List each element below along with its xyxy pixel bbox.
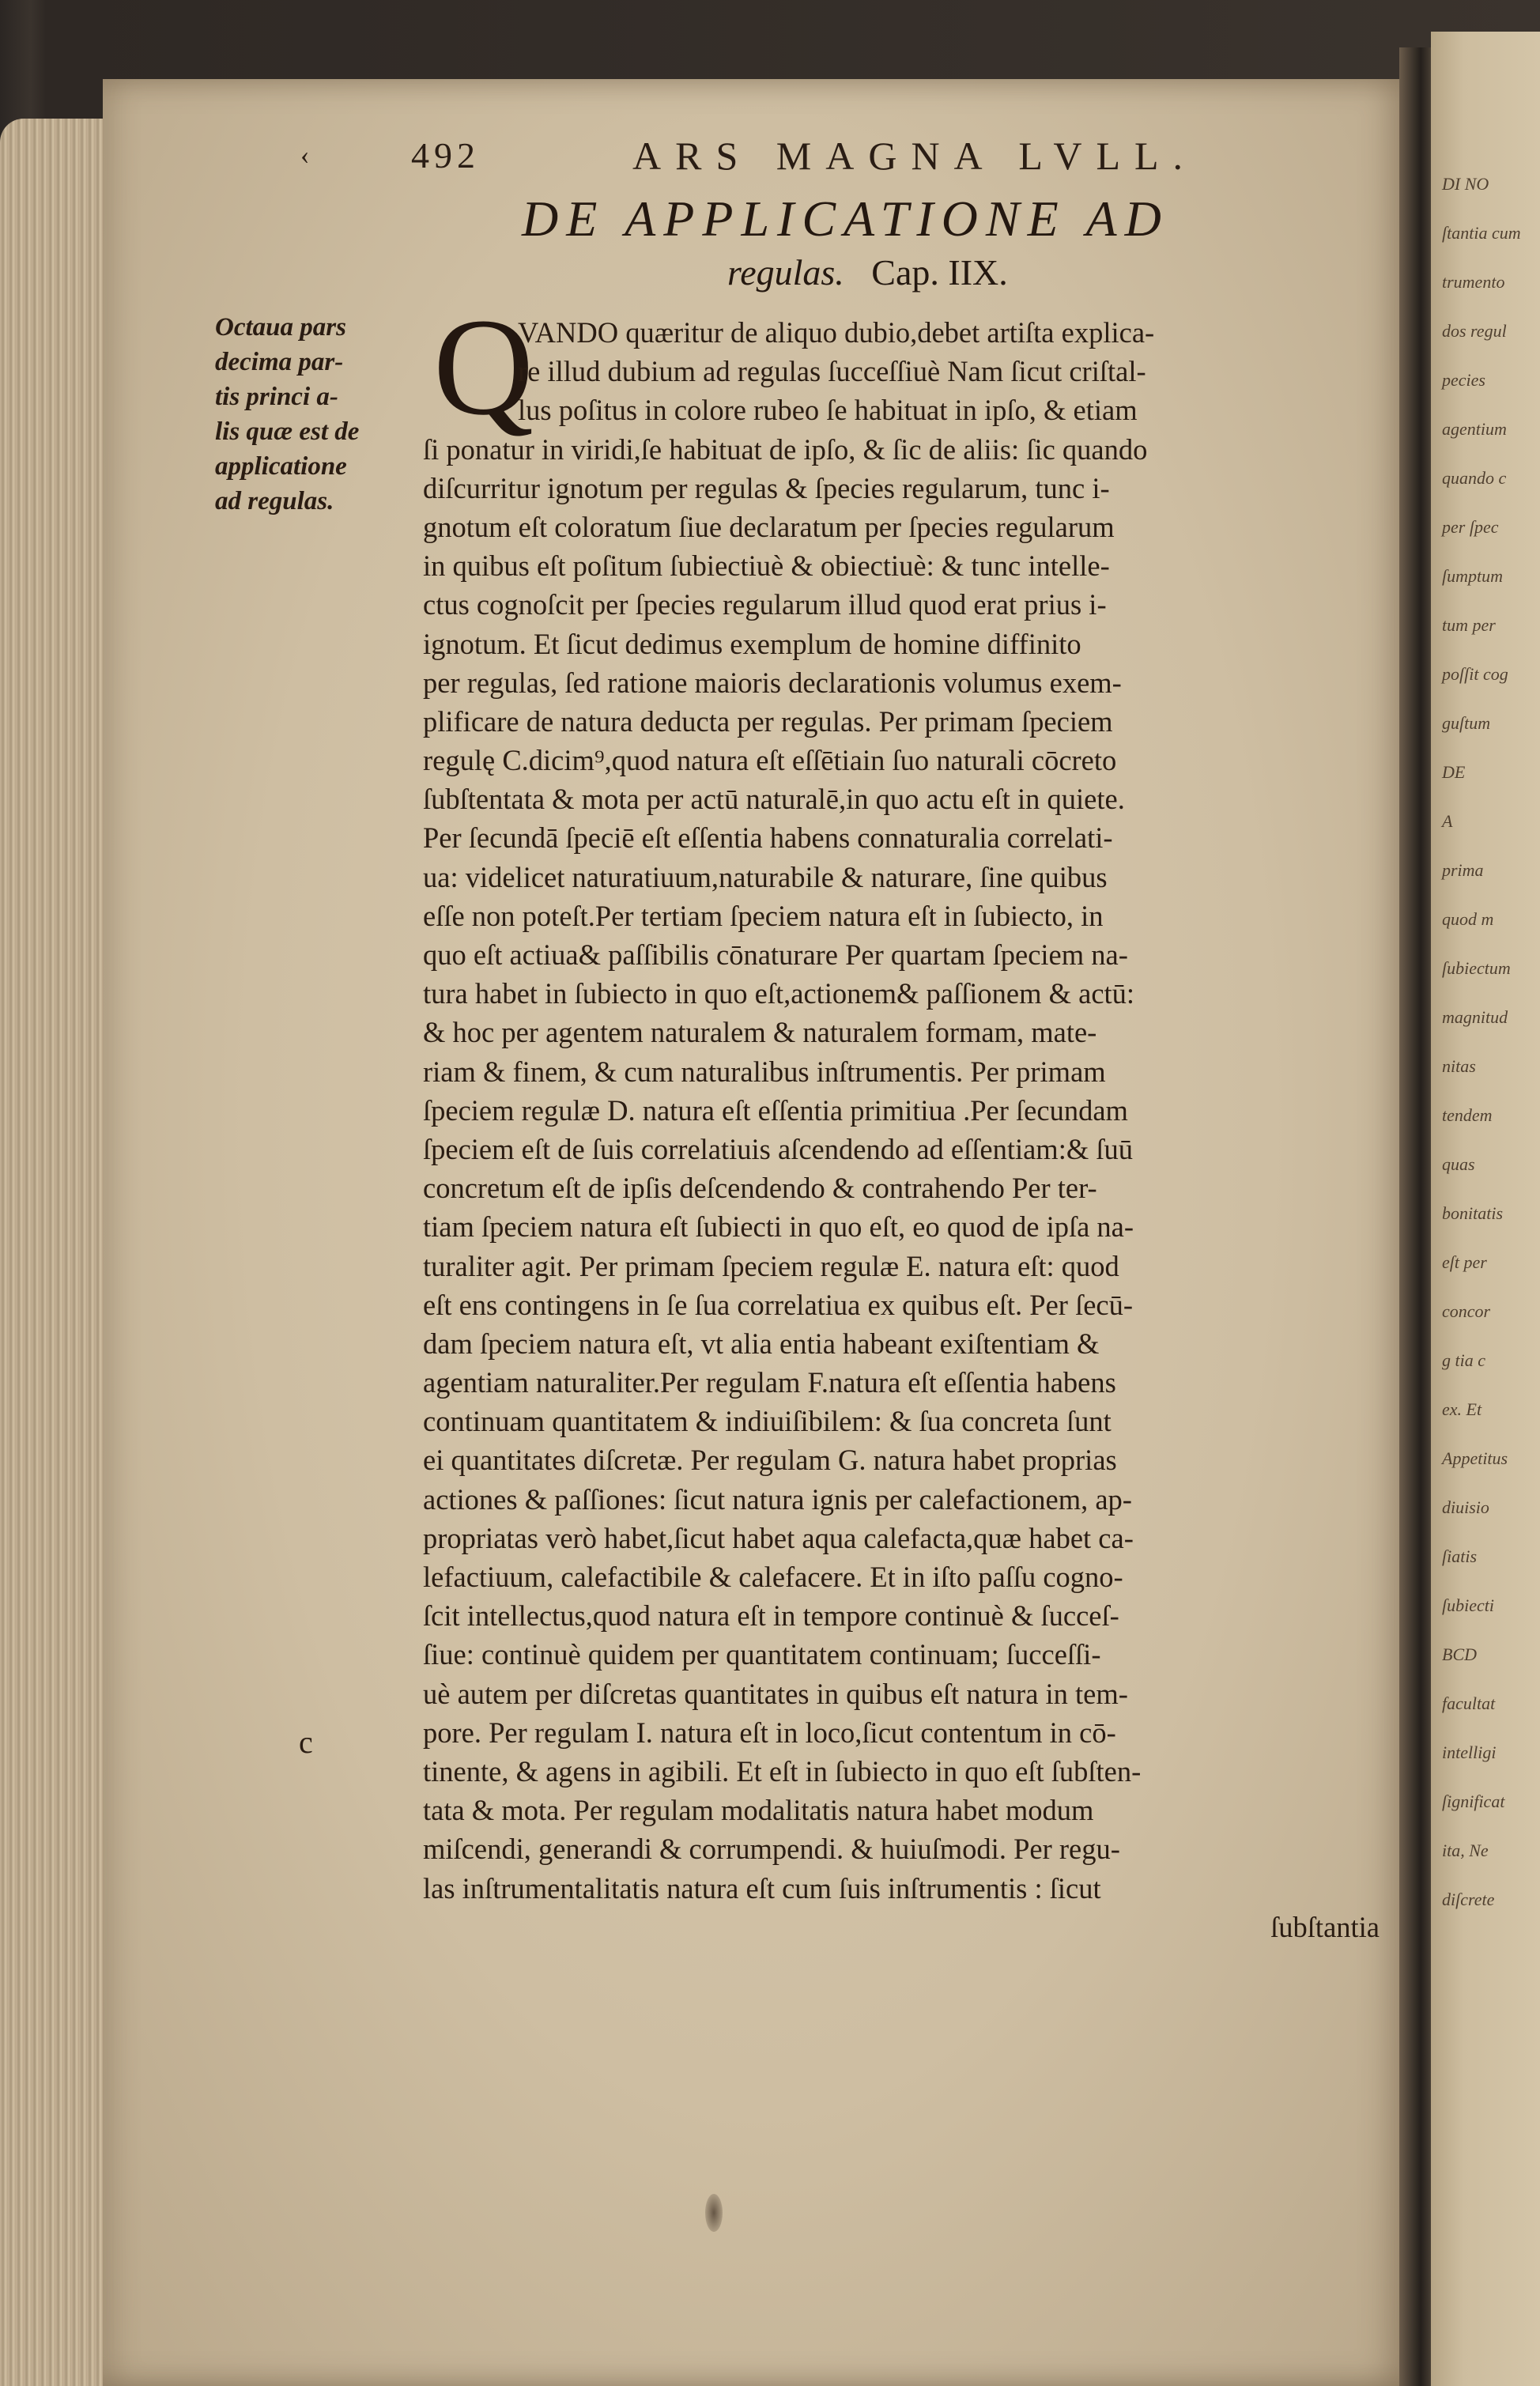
facing-page-fragment: diſcrete [1442,1890,1495,1909]
facing-page-fragment: ita, Ne [1442,1840,1489,1860]
facing-page-fragment: diuisio [1442,1497,1489,1517]
text-line: propriatas verò habet,ſicut habet aqua calefacta,quæ habet ca- [423,1521,1134,1554]
text-line: ſubſtentata & mota per actū naturalē,in quo actu eſt in quiete. [423,783,1125,816]
drop-cap: Q [433,290,534,444]
text-line: agentiam naturaliter.Per regulam F.natura eſt eſſentia habens [423,1366,1116,1399]
text-line: dam ſpeciem natura eſt, vt alia entia habeant exiſtentiam & [423,1327,1100,1360]
facing-page-fragment: ſignificat [1442,1791,1505,1811]
text-line: in quibus eſt poſitum ſubiectiuè & obiectiuè: & tunc intelle- [423,549,1110,583]
marginal-mark: c [299,1724,313,1760]
running-title: ARS MAGNA LVLL. [632,134,1198,178]
text-line: ſiue: continuè quidem per quantitatem continuam; ſucceſſi- [423,1638,1101,1671]
facing-page-fragment: quod m [1442,909,1494,929]
text-line: Per ſecundā ſpeciē eſt eſſentia habens connaturalia correlati- [423,821,1113,855]
text-line: ei quantitates diſcretæ. Per regulam G. natura habet proprias [423,1444,1117,1477]
facing-page-fragment: pecies [1442,370,1485,390]
facing-page-fragment: trumento [1442,272,1505,292]
text-line: turaliter agit. Per primam ſpeciem regulæ E. natura eſt: quod [423,1249,1119,1282]
text-line: tura habet in ſubiecto in quo eſt,actionem& paſſionem & actū: [423,977,1135,1010]
text-line: lus poſitus in colore rubeo ſe habituat in ipſo, & etiam [518,394,1138,427]
facing-page-fragment: facultat [1442,1693,1496,1713]
facing-page-fragment: BCD [1442,1644,1477,1664]
text-line: quo eſt actiua& paſſibilis cōnaturare Per quartam ſpeciem na- [423,938,1128,971]
text-line: tiam ſpeciem natura eſt ſubiecti in quo eſt, eo quod de ipſa na- [423,1210,1134,1244]
chapter-subtitle [727,251,1202,297]
text-line: ſcit intellectus,quod natura eſt in tempore continuè & ſucceſ- [423,1599,1119,1633]
facing-page-fragment: Appetitus [1442,1448,1508,1468]
facing-page-fragment: concor [1442,1301,1491,1321]
text-line: actiones & paſſiones: ſicut natura ignis per calefactionem, ap- [423,1482,1132,1516]
text-line: ua: videlicet naturatiuum,naturabile & naturare, ſine quibus [423,860,1108,893]
text-line: eſſe non poteſt.Per tertiam ſpeciem natura eſt in ſubiecto, in [423,899,1104,932]
facing-page-fragment: bonitatis [1442,1203,1504,1223]
facing-page-fragment: ſtantia cum [1442,223,1521,243]
text-line: pore. Per regulam I. natura eſt in loco,ſicut contentum in cō- [423,1716,1116,1749]
text-line: ctus cognoſcit per ſpecies regularum illud quod erat prius i- [423,588,1107,621]
text-line: re illud dubium ad regulas ſucceſſiuè Nam ſicut criſtal- [518,355,1146,388]
marginal-note-line: lis quæ est de [215,417,360,446]
facing-page-fragment: guſtum [1442,713,1491,733]
facing-page-fragment: nitas [1442,1056,1476,1076]
text-line: lefactiuum, calefactibile & calefacere. Et in iſto paſſu cogno- [423,1561,1123,1593]
facing-page-fragment: eſt per [1442,1252,1487,1272]
text-line: concretum eſt de ipſis deſcendendo & contrahendo Per ter- [423,1172,1097,1205]
facing-page-fragment: per ſpec [1442,517,1499,537]
text-line: VANDO quæritur de aliquo dubio,debet artiſta explica- [518,316,1155,349]
text-line: & hoc per agentem naturalem & naturalem formam, mate- [423,1016,1097,1049]
text-line: eſt ens contingens in ſe ſua correlatiua ex quibus eſt. Per ſecū- [423,1288,1134,1321]
facing-page-fragment: intelligi [1442,1742,1497,1762]
folio-mark: ‹ [300,141,315,170]
facing-page-fragment: A [1442,811,1453,831]
text-line: las inſtrumentalitatis natura eſt cum ſuis inſtrumentis : ſicut [423,1871,1101,1905]
marginal-note-line: decima par- [215,348,344,376]
running-head [269,133,1336,180]
marginal-note [215,310,413,519]
text-line: uè autem per diſcretas quantitates in quibus eſt natura in tem- [423,1677,1128,1710]
text-line: gnotum eſt coloratum ſiue declaratum per ſpecies regularum [423,510,1115,543]
chapter-subtitle-italic: regulas. [727,252,844,293]
catchword: ſubſtantia [1270,1910,1380,1943]
page-number: 492 [411,135,480,176]
text-line: riam & finem, & cum naturalibus inſtrumentis. Per primam [423,1055,1106,1088]
facing-page-fragment: DE [1442,762,1466,782]
facing-page [1431,32,1540,2386]
marginal-note-line: Octaua pars [215,313,346,342]
facing-page-fragment: DI NO [1442,174,1489,194]
facing-page-fragment: prima [1442,860,1484,880]
facing-page-fragment: ſubiectum [1442,958,1511,978]
facing-page-fragment: quas [1442,1154,1475,1174]
facing-page-fragment: dos regul [1442,321,1507,341]
text-line: plificare de natura deducta per regulas. Per primam ſpeciem [423,704,1113,738]
body-text [423,313,1395,1946]
facing-page-fragment: agentium [1442,419,1507,439]
text-line: per regulas, ſed ratione maioris declarationis volumus exem- [423,666,1122,699]
text-line: ſpeciem regulæ D. natura eſt eſſentia primitiua .Per ſecundam [423,1093,1128,1127]
facing-page-fragment: magnitud [1442,1007,1508,1027]
facing-page-fragment: tum per [1442,615,1496,635]
facing-page-fragment: tendem [1442,1105,1493,1125]
marginal-note-line: tis princi a- [215,383,338,411]
facing-page-fragment: ſiatis [1442,1546,1478,1566]
text-line: continuam quantitatem & indiuiſibilem: & ſua concreta ſunt [423,1405,1112,1438]
text-line: ſi ponatur in viridi,ſe habituat de ipſo, & ſic de aliis: ſic quando [423,432,1148,466]
facing-page-fragment: ſumptum [1442,566,1503,586]
text-line: tata & mota. Per regulam modalitatis natura habet modum [423,1794,1094,1827]
text-line: ignotum. Et ſicut dedimus exemplum de homine diffinito [423,627,1081,660]
facing-page-fragment: poſſit cog [1442,664,1508,684]
facing-page-fragment: g tia c [1442,1350,1485,1370]
facing-page-fragment: quando c [1442,468,1507,488]
chapter-number: Cap. IIX. [871,252,1008,293]
chapter-title: DE APPLICATIONE AD [522,191,1169,247]
text-line: tinente, & agens in agibili. Et eſt in ſubiecto in quo eſt ſubſten- [423,1754,1142,1788]
ink-smudge [705,2194,723,2232]
text-line: diſcurritur ignotum per regulas & ſpecies regularum, tunc i- [423,471,1110,504]
text-line: ſpeciem eſt de ſuis correlatiuis aſcendendo ad eſſentiam:& ſuū [423,1132,1133,1165]
facing-page-fragment: ex. Et [1442,1399,1482,1419]
marginal-note-line: ad regulas. [215,487,334,515]
marginal-note-line: applicatione [215,452,347,481]
facing-page-fragment: ſubiecti [1442,1595,1494,1615]
text-line: miſcendi, generandi & corrumpendi. & huiuſmodi. Per regu- [423,1833,1120,1866]
text-line: regulę C.dicim⁹,quod natura eſt eſſētiain ſuo naturali cōcreto [423,744,1117,777]
